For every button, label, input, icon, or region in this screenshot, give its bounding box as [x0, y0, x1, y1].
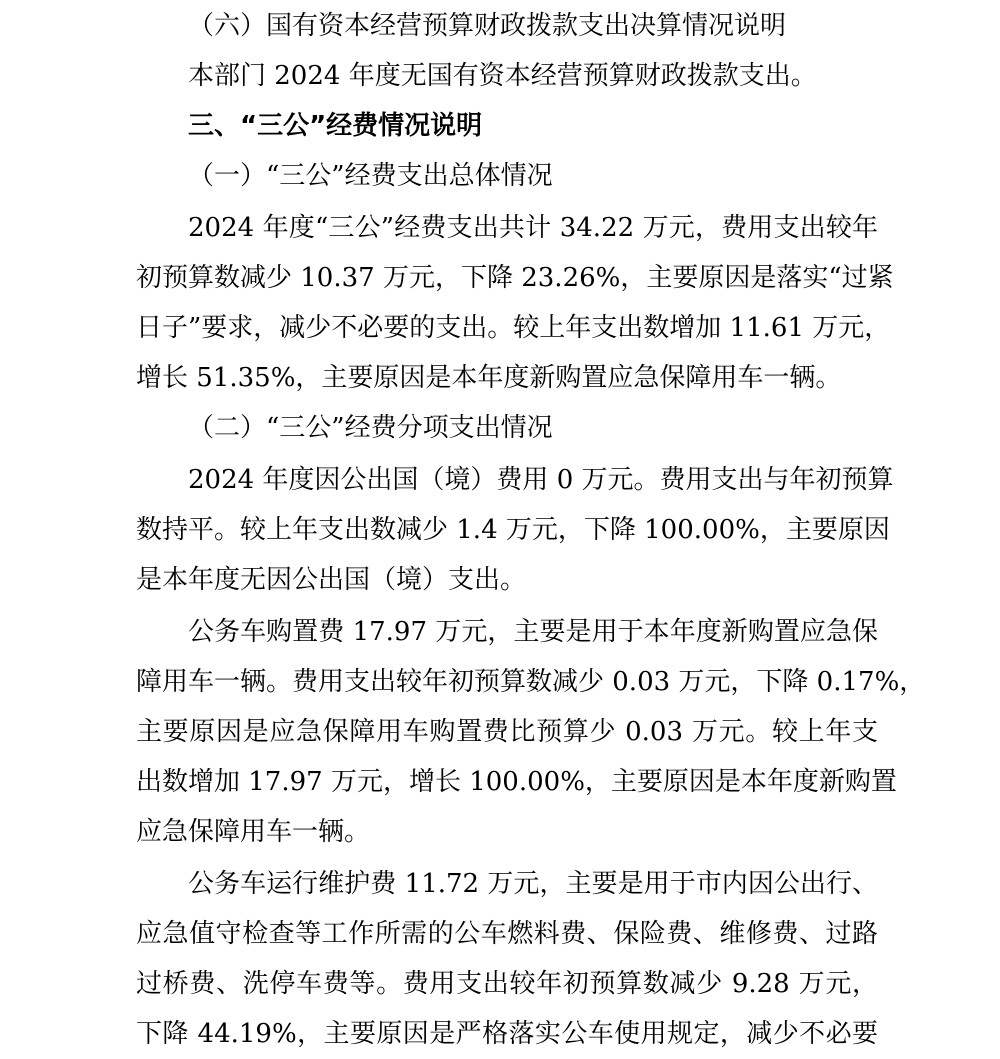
paragraph-line: 出数增加 17.97 万元，增长 100.00%，主要原因是本年度新购置: [136, 767, 897, 797]
section-heading-state-capital: （六）国有资本经营预算财政拨款支出决算情况说明: [188, 11, 787, 41]
paragraph-line: 数持平。较上年支出数减少 1.4 万元，下降 100.00%，主要原因: [136, 515, 890, 545]
paragraph-line: 下降 44.19%，主要原因是严格落实公车使用规定，减少不必要: [136, 1019, 878, 1049]
paragraph-line: 应急保障用车一辆。: [136, 817, 371, 847]
subsection-heading-overall: （一）“三公”经费支出总体情况: [188, 161, 553, 191]
section-heading-three-public: 三、“三公”经费情况说明: [188, 111, 483, 141]
paragraph-line: 日子”要求，减少不必要的支出。较上年支出数增加 11.61 万元，: [136, 313, 891, 343]
paragraph-line: 增长 51.35%，主要原因是本年度新购置应急保障用车一辆。: [136, 363, 842, 393]
paragraph-line: 障用车一辆。费用支出较年初预算数减少 0.03 万元，下降 0.17%，: [136, 667, 926, 697]
paragraph-line: 公务车购置费 17.97 万元，主要是用于本年度新购置应急保: [188, 617, 878, 647]
paragraph-line: 初预算数减少 10.37 万元，下降 23.26%，主要原因是落实“过紧: [136, 263, 894, 293]
paragraph-line: 过桥费、洗停车费等。费用支出较年初预算数减少 9.28 万元，: [136, 969, 878, 999]
paragraph-line: 2024 年度“三公”经费支出共计 34.22 万元，费用支出较年: [188, 213, 878, 243]
subsection-heading-itemized: （二）“三公”经费分项支出情况: [188, 413, 553, 443]
paragraph-line: 本部门 2024 年度无国有资本经营预算财政拨款支出。: [188, 61, 817, 91]
paragraph-line: 应急值守检查等工作所需的公车燃料费、保险费、维修费、过路: [136, 919, 878, 949]
paragraph-line: 是本年度无因公出国（境）支出。: [136, 565, 527, 595]
paragraph-line: 2024 年度因公出国（境）费用 0 万元。费用支出与年初预算: [188, 465, 894, 495]
paragraph-line: 公务车运行维护费 11.72 万元，主要是用于市内因公出行、: [188, 869, 878, 899]
paragraph-line: 主要原因是应急保障用车购置费比预算少 0.03 万元。较上年支: [136, 717, 878, 747]
